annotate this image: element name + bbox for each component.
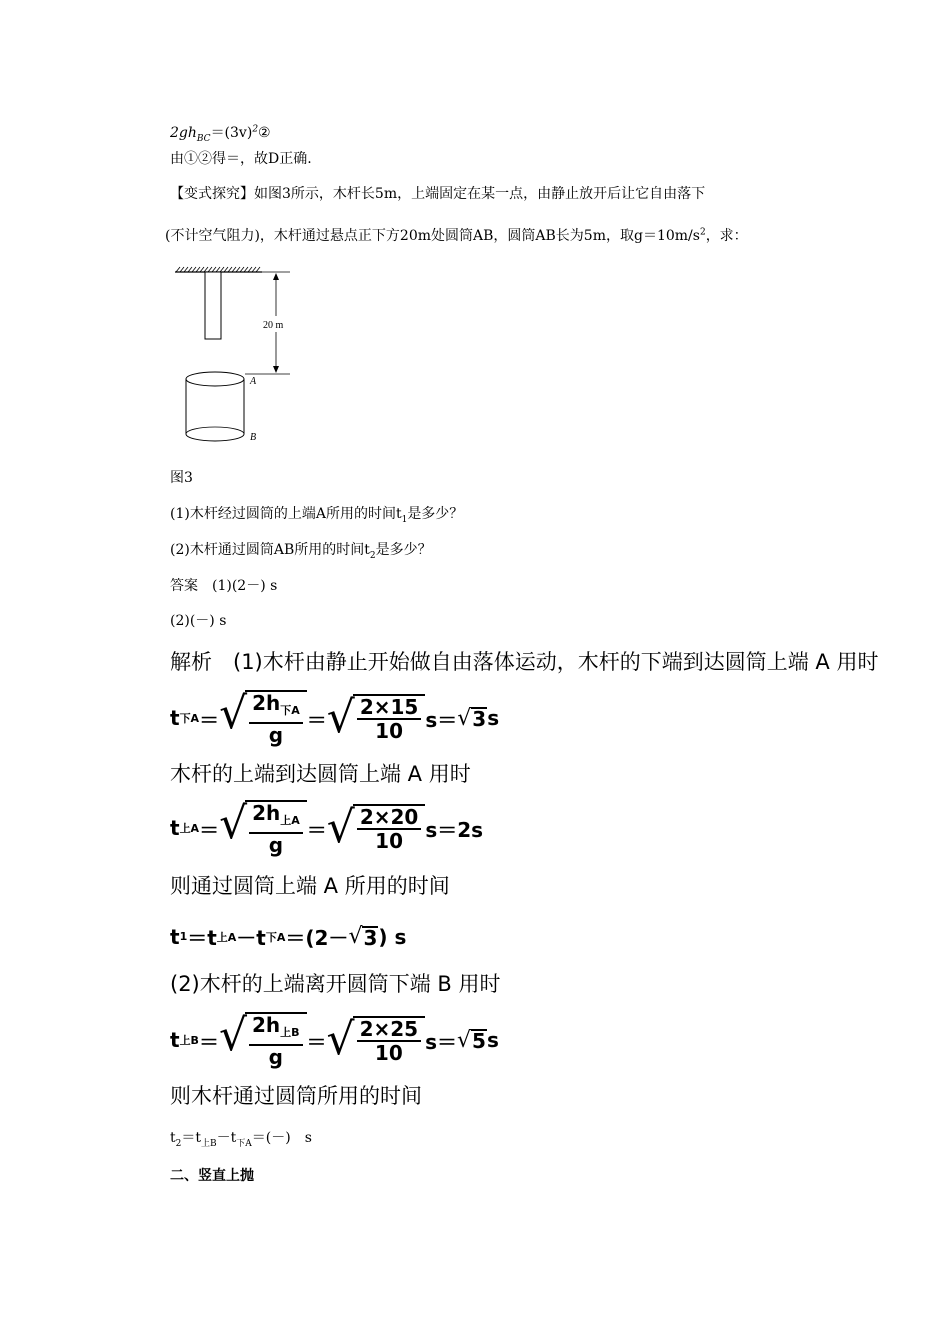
- eq2-radical-2: √ $\frac{2\times 20}{10}$: [327, 804, 426, 852]
- eq3-bsub: 上A: [216, 930, 237, 944]
- eq-lhs-sub: BC: [196, 133, 211, 144]
- eq4-den: g: [268, 1045, 283, 1069]
- variant-intro-line: 【变式探究】如图3所示，木杆长5m，上端固定在某一点，由静止放开后让它自由落下: [170, 186, 706, 202]
- f-c: －t: [216, 1130, 237, 1146]
- eq4-num-h: 2h: [252, 1013, 281, 1037]
- eq2-num2: 2×20: [357, 806, 422, 830]
- eq-mark: ②: [258, 125, 271, 141]
- solution-line-3: 则通过圆筒上端 A 所用的时间: [170, 874, 450, 898]
- eq2-den2: 10: [375, 829, 404, 853]
- eq1-tsub: 下A: [179, 712, 200, 725]
- eq1-radical-1: √ $\frac{2h_{下A}}{g}$: [219, 690, 307, 746]
- eq2-num-h: 2h: [252, 801, 281, 825]
- f-csub: 下A: [236, 1138, 252, 1149]
- eq3-csub: 下A: [265, 930, 286, 944]
- section-heading: 二、竖直上抛: [170, 1168, 254, 1184]
- eq4-equals: ＝: [198, 1029, 219, 1054]
- question-2: [170, 540, 432, 560]
- distance-label: 20 m: [263, 320, 284, 331]
- q2-tail: 是多少？: [375, 542, 432, 558]
- eq1-equals: ＝: [199, 707, 220, 732]
- figure-caption: 图3: [170, 470, 193, 486]
- eq3-t: t: [170, 924, 180, 949]
- eq1-den2: 10: [375, 719, 404, 743]
- eq1-sqrt-3: √ 3: [457, 705, 487, 731]
- q1-sub: 1: [401, 514, 408, 525]
- eq4-equals-2: ＝: [306, 1029, 327, 1054]
- eq1-unit: s: [487, 706, 500, 730]
- f-b: ＝t: [181, 1130, 202, 1146]
- variant-conditions-line: [165, 226, 748, 246]
- eq4-s: s＝: [425, 1029, 458, 1054]
- solution-line-2: 木杆的上端到达圆筒上端 A 用时: [170, 762, 471, 786]
- q1-text: (1)木杆经过圆筒的上端A所用的时间t: [170, 506, 402, 522]
- eq3-d: ＝(2－: [285, 926, 349, 950]
- eq3-c: －t: [236, 926, 266, 950]
- eq3-b: ＝t: [187, 926, 217, 950]
- eq3-root: 3: [363, 925, 378, 950]
- eq1-s: s＝: [425, 707, 458, 732]
- equation-t-upper-b: [170, 1012, 499, 1068]
- conclusion-line: 由①②得＝，故D正确.: [170, 151, 312, 167]
- conditions-text: (不计空气阻力)，木杆通过悬点正下方20m处圆筒AB，圆筒AB长为5m，取g＝10m/s: [165, 228, 700, 244]
- eq4-radical-1: √ $\frac{2h_{上B}}{g}$: [219, 1012, 307, 1068]
- eq3-sqrt-3: √ 3: [348, 924, 378, 950]
- cylinder-ab: [186, 372, 244, 441]
- eq4-root: 5: [472, 1029, 486, 1053]
- solution-line-1: 解析 (1)木杆由静止开始做自由落体运动，木杆的下端到达圆筒上端 A 用时: [170, 650, 879, 674]
- equation-t-lower-a: [170, 690, 499, 746]
- solution-line-5: 则木杆通过圆筒所用的时间: [170, 1084, 422, 1108]
- eq-rhs: ＝(3v): [210, 125, 253, 141]
- eq3-sub: 1: [179, 930, 188, 943]
- eq1-num2: 2×15: [357, 696, 422, 720]
- eq1-num-sub: 下A: [280, 704, 300, 717]
- eq4-num-sub: 上B: [280, 1026, 300, 1039]
- equation-t-upper-a: [170, 800, 483, 856]
- f-d: ＝(－) s: [251, 1130, 312, 1146]
- eq2-equals: ＝: [199, 817, 220, 842]
- eq2-t: t: [170, 816, 180, 840]
- eq4-den2: 10: [374, 1041, 403, 1065]
- eq1-den: g: [268, 723, 284, 747]
- f-t: t: [170, 1130, 176, 1146]
- eq4-num2: 2×25: [357, 1018, 422, 1042]
- eq1-num-h: 2h: [252, 691, 281, 715]
- eq2-tsub: 上A: [179, 822, 200, 835]
- eq4-sqrt-5: √ 5: [457, 1027, 486, 1053]
- eq2-tail: s＝2s: [425, 817, 484, 842]
- wooden-rod: [205, 272, 221, 339]
- eq-lhs: 2gh: [170, 125, 197, 141]
- eq1-root: 3: [472, 707, 487, 731]
- question-1: [170, 504, 463, 524]
- label-b: B: [250, 432, 257, 443]
- ceiling: [175, 267, 262, 272]
- eq3-e: ) s: [378, 924, 407, 949]
- eq1-radical-2: √ $\frac{2\times 15}{10}$: [327, 694, 426, 742]
- conditions-sup: 2: [699, 227, 706, 238]
- equation-t1: [170, 922, 406, 951]
- eq4-tsub: 上B: [179, 1034, 199, 1047]
- figure-3-diagram: [170, 262, 300, 452]
- solution-line-4: (2)木杆的上端离开圆筒下端 B 用时: [170, 972, 501, 996]
- conditions-tail: ，求：: [705, 228, 748, 244]
- eq2-num-sub: 上A: [280, 814, 300, 827]
- eq4-radical-2: √ $\frac{2\times 25}{10}$: [327, 1016, 426, 1064]
- eq1-equals-2: ＝: [306, 707, 327, 732]
- f-sub: 2: [175, 1138, 182, 1149]
- final-equation-t2: [170, 1128, 312, 1148]
- q2-text: (2)木杆通过圆筒AB所用的时间t: [170, 542, 370, 558]
- eq1-t: t: [170, 706, 180, 730]
- eq2-radical-1: √ $\frac{2h_{上A}}{g}$: [219, 800, 307, 856]
- q1-tail: 是多少？: [407, 506, 464, 522]
- eq2-equals-2: ＝: [306, 817, 327, 842]
- eq4-unit: s: [486, 1028, 499, 1052]
- eq4-t: t: [170, 1028, 180, 1052]
- eq2-den: g: [268, 833, 284, 857]
- answer-2: (2)(－) s: [170, 613, 227, 629]
- f-bsub: 上B: [201, 1138, 217, 1149]
- q2-sub: 2: [369, 550, 376, 561]
- answer-1: 答案 (1)(2－) s: [170, 578, 278, 594]
- equation-line-2: [170, 123, 271, 143]
- eq-rhs-sup: 2: [252, 124, 259, 135]
- label-a: A: [250, 376, 257, 387]
